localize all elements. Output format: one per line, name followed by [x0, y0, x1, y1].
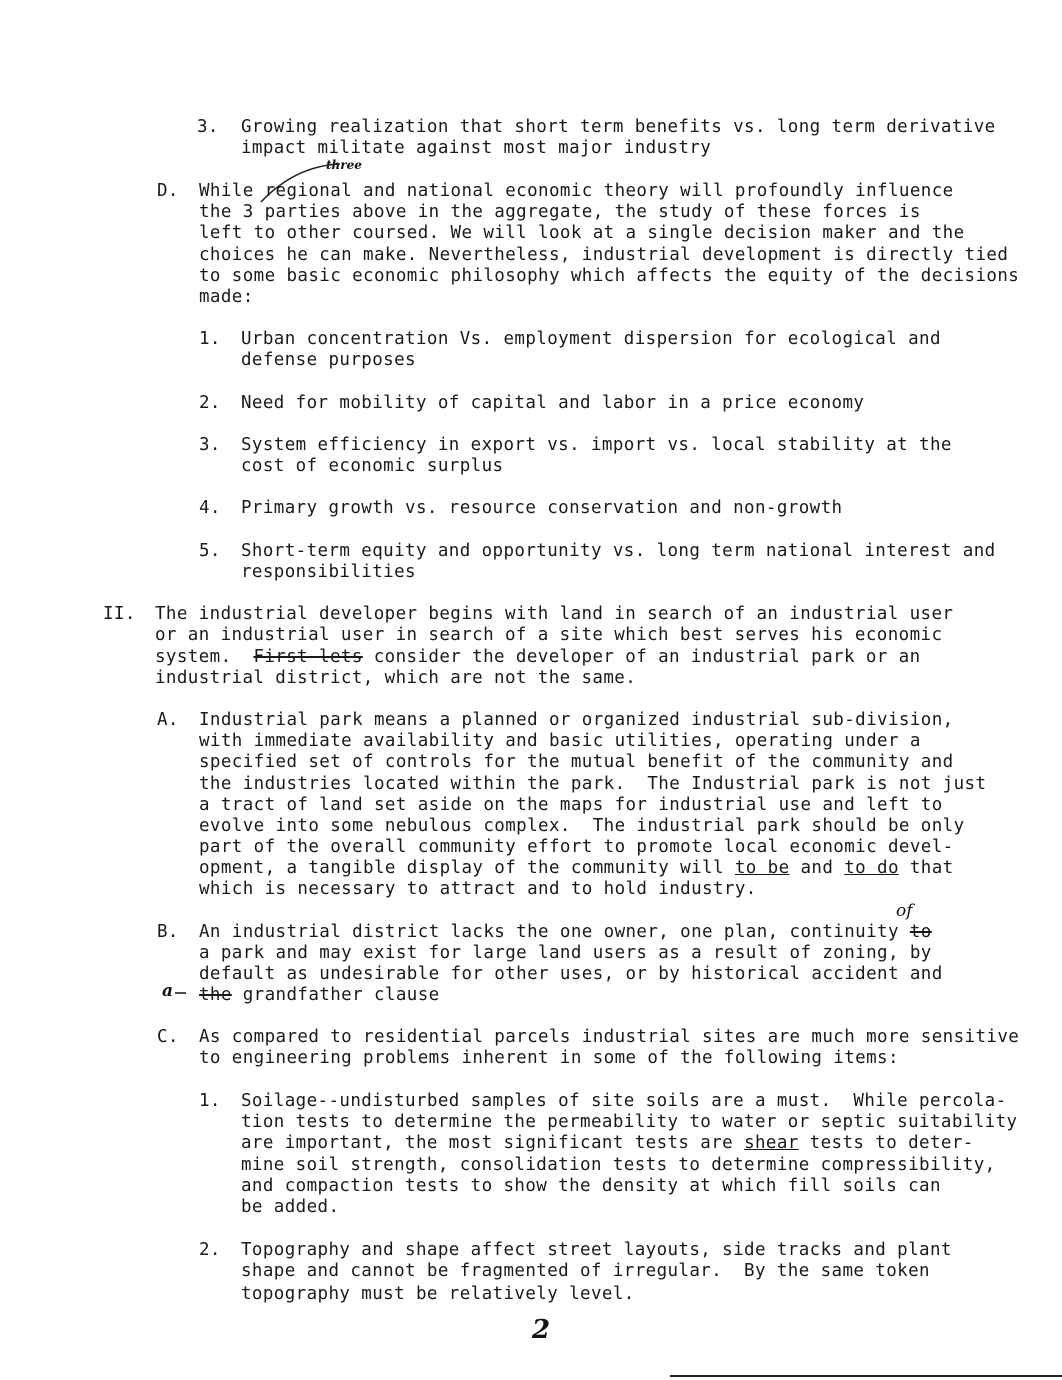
handwritten-insert-dash: [174, 990, 188, 996]
section-a-line-3: specified set of controls for the mutual benefit of the community and: [199, 752, 954, 772]
underlined-to-do: to do: [844, 858, 899, 878]
section-d-line-2: the 3 parties above in the aggregate, the study of these forces is: [199, 202, 921, 222]
c-item-1-line-2: tion tests to determine the permeability to water or septic suitability: [241, 1112, 1018, 1132]
section-d-line-4: choices he can make. Nevertheless, industrial development is directly tied: [199, 245, 1009, 265]
section-ii-line-2: or an industrial user in search of a site which best serves his economic: [155, 625, 943, 645]
d-item-1-line-2: defense purposes: [241, 350, 416, 370]
item-3-marker: 3.: [197, 117, 219, 137]
handwritten-insert-a: a: [162, 981, 174, 1001]
c-item-2-line-2: shape and cannot be fragmented of irregular. By the same token: [241, 1261, 930, 1281]
section-a-line-8-post: that: [898, 858, 954, 878]
handwritten-insert-three: three: [326, 158, 362, 172]
d-item-4-marker: 4.: [199, 498, 221, 518]
section-ii-marker: II.: [103, 604, 136, 624]
d-item-3-marker: 3.: [199, 435, 221, 455]
c-item-1-line-3-pre: are important, the most significant tests are: [241, 1133, 745, 1153]
section-d-line-1: While regional and national economic theory will profoundly influence: [199, 181, 954, 201]
section-ii-line-4: industrial district, which are not the same.: [155, 668, 637, 688]
d-item-2-marker: 2.: [199, 393, 221, 413]
section-c-line-2: to engineering problems inherent in some of the following items:: [199, 1048, 899, 1068]
section-b-line-4: [199, 985, 440, 1006]
c-item-2-line-3: topography must be relatively level.: [241, 1284, 635, 1304]
section-b-marker: B.: [157, 922, 179, 942]
section-d-line-5: to some basic economic philosophy which affects the equity of the decisions: [199, 266, 1020, 286]
item-3-line-1: Growing realization that short term benefits vs. long term derivative: [241, 117, 996, 137]
section-b-line-1: [199, 922, 932, 943]
d-item-2-line-1: Need for mobility of capital and labor in a price economy: [241, 393, 865, 413]
c-item-1-line-4: mine soil strength, consolidation tests to determine compressibility,: [241, 1155, 996, 1175]
c-item-1-line-3: [241, 1133, 974, 1154]
section-ii-line-3-pre: system.: [155, 647, 254, 667]
d-item-1-line-1: Urban concentration Vs. employment dispersion for ecological and: [241, 329, 941, 349]
section-ii-line-3: [155, 647, 921, 668]
section-b-line-3: default as undesirable for other uses, or by historical accident and: [199, 964, 943, 984]
c-item-1-line-6: be added.: [241, 1197, 340, 1217]
section-b-line-1-pre: An industrial district lacks the one owner, one plan, continuity: [199, 922, 910, 942]
struck-text-first-lets: First lets: [253, 647, 363, 667]
section-c-marker: C.: [157, 1027, 179, 1047]
page-number: 2: [532, 1315, 551, 1345]
section-b-line-2: a park and may exist for large land users as a result of zoning, by: [199, 943, 932, 963]
section-a-line-9: which is necessary to attract and to hold industry.: [199, 879, 757, 899]
c-item-2-marker: 2.: [199, 1240, 221, 1260]
section-a-line-6: evolve into some nebulous complex. The industrial park should be only: [199, 816, 965, 836]
section-a-marker: A.: [157, 710, 179, 730]
section-a-line-8-pre: opment, a tangible display of the community will: [199, 858, 735, 878]
item-3-line-2: impact militate against most major industry: [241, 138, 712, 158]
footer-rule: [670, 1375, 1062, 1377]
d-item-1-marker: 1.: [199, 329, 221, 349]
section-b-line-4-post: grandfather clause: [231, 985, 440, 1005]
section-a-line-8: [199, 858, 954, 879]
section-a-line-7: part of the overall community effort to promote local economic devel-: [199, 837, 954, 857]
d-item-4-line-1: Primary growth vs. resource conservation and non-growth: [241, 498, 843, 518]
d-item-5-line-1: Short-term equity and opportunity vs. long term national interest and: [241, 541, 996, 561]
c-item-2-line-1: Topography and shape affect street layouts, side tracks and plant: [241, 1240, 952, 1260]
section-a-line-5: a tract of land set aside on the maps for industrial use and left to: [199, 795, 943, 815]
section-c-line-1: As compared to residential parcels industrial sites are much more sensitive: [199, 1027, 1020, 1047]
struck-text-to: to: [909, 922, 932, 942]
underlined-to-be: to be: [734, 858, 790, 878]
underlined-shear: shear: [744, 1133, 799, 1153]
section-a-line-4: the industries located within the park. The Industrial park is not just: [199, 774, 987, 794]
d-item-3-line-2: cost of economic surplus: [241, 456, 504, 476]
section-ii-line-3-post: consider the developer of an industrial park or an: [362, 647, 921, 667]
section-a-line-8-mid: and: [789, 858, 845, 878]
section-d-line-6: made:: [199, 287, 254, 307]
section-ii-line-1: The industrial developer begins with land in search of an industrial user: [155, 604, 954, 624]
handwritten-insert-of: of: [896, 901, 913, 921]
c-item-1-marker: 1.: [199, 1091, 221, 1111]
d-item-5-marker: 5.: [199, 541, 221, 561]
d-item-3-line-1: System efficiency in export vs. import vs. local stability at the: [241, 435, 952, 455]
c-item-1-line-5: and compaction tests to show the density at which fill soils can: [241, 1176, 941, 1196]
section-a-line-2: with immediate availability and basic utilities, operating under a: [199, 731, 921, 751]
d-item-5-line-2: responsibilities: [241, 562, 416, 582]
section-d-marker: D.: [157, 181, 179, 201]
section-a-line-1: Industrial park means a planned or organized industrial sub-division,: [199, 710, 954, 730]
c-item-1-line-3-post: tests to deter-: [798, 1133, 974, 1153]
c-item-1-line-1: Soilage--undisturbed samples of site soils are a must. While percola-: [241, 1091, 1007, 1111]
struck-text-the: the: [199, 985, 232, 1005]
section-d-line-3: left to other coursed. We will look at a single decision maker and the: [199, 223, 965, 243]
